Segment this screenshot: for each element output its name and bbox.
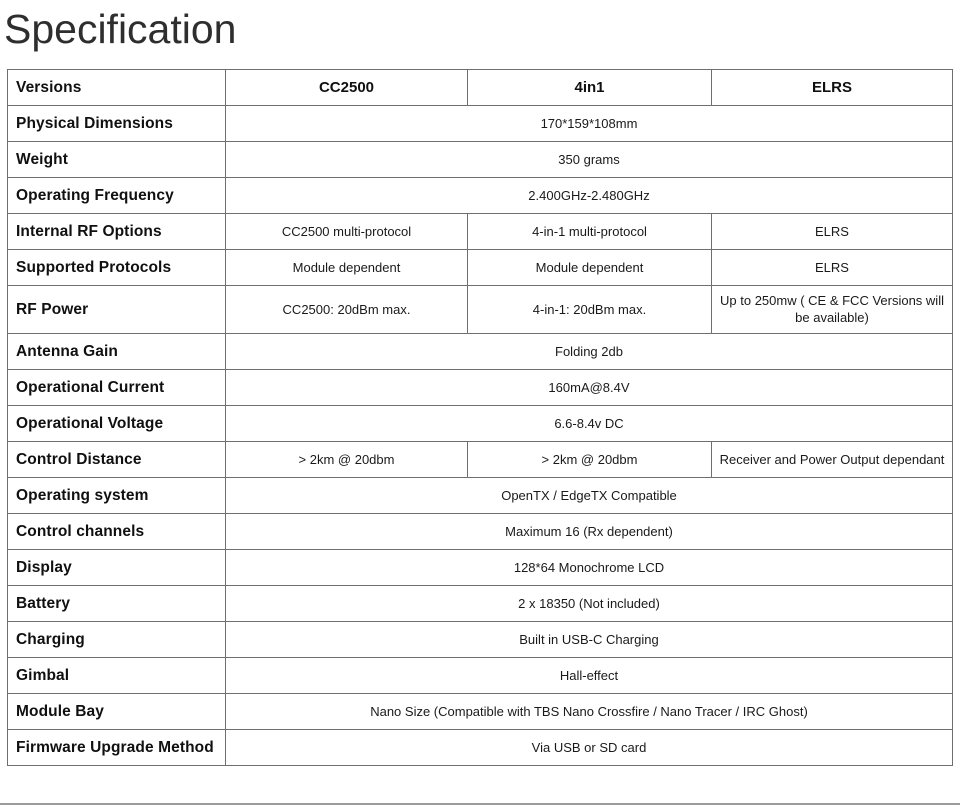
row-label: Antenna Gain	[8, 334, 226, 370]
row-label: Charging	[8, 622, 226, 658]
row-label: Module Bay	[8, 694, 226, 730]
column-header-elrs: ELRS	[712, 70, 953, 106]
row-label: Display	[8, 550, 226, 586]
row-label: Battery	[8, 586, 226, 622]
row-label-versions: Versions	[8, 70, 226, 106]
value-cell: 170*159*108mm	[226, 106, 953, 142]
value-cell: Folding 2db	[226, 334, 953, 370]
row-battery	[8, 586, 953, 622]
row-display	[8, 550, 953, 586]
value-cell-elrs: ELRS	[712, 250, 953, 286]
value-cell: 350 grams	[226, 142, 953, 178]
column-header-cc2500: CC2500	[226, 70, 468, 106]
row-operating-frequency	[8, 178, 953, 214]
row-label: Internal RF Options	[8, 214, 226, 250]
row-label: Gimbal	[8, 658, 226, 694]
value-cell: Maximum 16 (Rx dependent)	[226, 514, 953, 550]
row-supported-protocols	[8, 250, 953, 286]
row-charging	[8, 622, 953, 658]
value-cell-4in1: 4-in-1: 20dBm max.	[468, 286, 712, 334]
row-label: Operating Frequency	[8, 178, 226, 214]
row-control-channels	[8, 514, 953, 550]
row-antenna-gain	[8, 334, 953, 370]
row-label: RF Power	[8, 286, 226, 334]
row-label: Control channels	[8, 514, 226, 550]
row-weight	[8, 142, 953, 178]
value-cell: 2 x 18350 (Not included)	[226, 586, 953, 622]
value-cell: Nano Size (Compatible with TBS Nano Crossfire / Nano Tracer / IRC Ghost)	[226, 694, 953, 730]
value-cell: Via USB or SD card	[226, 730, 953, 766]
row-label: Firmware Upgrade Method	[8, 730, 226, 766]
row-label: Operational Voltage	[8, 406, 226, 442]
value-cell-cc2500: CC2500 multi-protocol	[226, 214, 468, 250]
value-cell-cc2500: > 2km @ 20dbm	[226, 442, 468, 478]
row-label: Control Distance	[8, 442, 226, 478]
row-label: Operating system	[8, 478, 226, 514]
value-cell-cc2500: Module dependent	[226, 250, 468, 286]
row-module-bay	[8, 694, 953, 730]
value-cell-4in1: Module dependent	[468, 250, 712, 286]
value-cell-4in1: 4-in-1 multi-protocol	[468, 214, 712, 250]
specification-table	[7, 69, 953, 766]
value-cell: OpenTX / EdgeTX Compatible	[226, 478, 953, 514]
value-cell: Hall-effect	[226, 658, 953, 694]
row-firmware-upgrade-method	[8, 730, 953, 766]
value-cell: 6.6-8.4v DC	[226, 406, 953, 442]
value-cell-elrs: Up to 250mw ( CE & FCC Versions will be available)	[712, 286, 953, 334]
row-label: Supported Protocols	[8, 250, 226, 286]
row-operational-current	[8, 370, 953, 406]
value-cell: 160mA@8.4V	[226, 370, 953, 406]
value-cell: 2.400GHz-2.480GHz	[226, 178, 953, 214]
row-gimbal	[8, 658, 953, 694]
row-control-distance	[8, 442, 953, 478]
row-physical-dimensions	[8, 106, 953, 142]
page-title: Specification	[4, 6, 237, 52]
row-label: Weight	[8, 142, 226, 178]
row-operating-system	[8, 478, 953, 514]
row-label: Physical Dimensions	[8, 106, 226, 142]
row-rf-power	[8, 286, 953, 334]
row-label: Operational Current	[8, 370, 226, 406]
value-cell: Built in USB-C Charging	[226, 622, 953, 658]
row-operational-voltage	[8, 406, 953, 442]
column-header-4in1: 4in1	[468, 70, 712, 106]
value-cell-cc2500: CC2500: 20dBm max.	[226, 286, 468, 334]
value-cell-4in1: > 2km @ 20dbm	[468, 442, 712, 478]
value-cell: 128*64 Monochrome LCD	[226, 550, 953, 586]
table-header-row	[8, 70, 953, 106]
row-internal-rf-options	[8, 214, 953, 250]
value-cell-elrs: ELRS	[712, 214, 953, 250]
value-cell-elrs: Receiver and Power Output dependant	[712, 442, 953, 478]
